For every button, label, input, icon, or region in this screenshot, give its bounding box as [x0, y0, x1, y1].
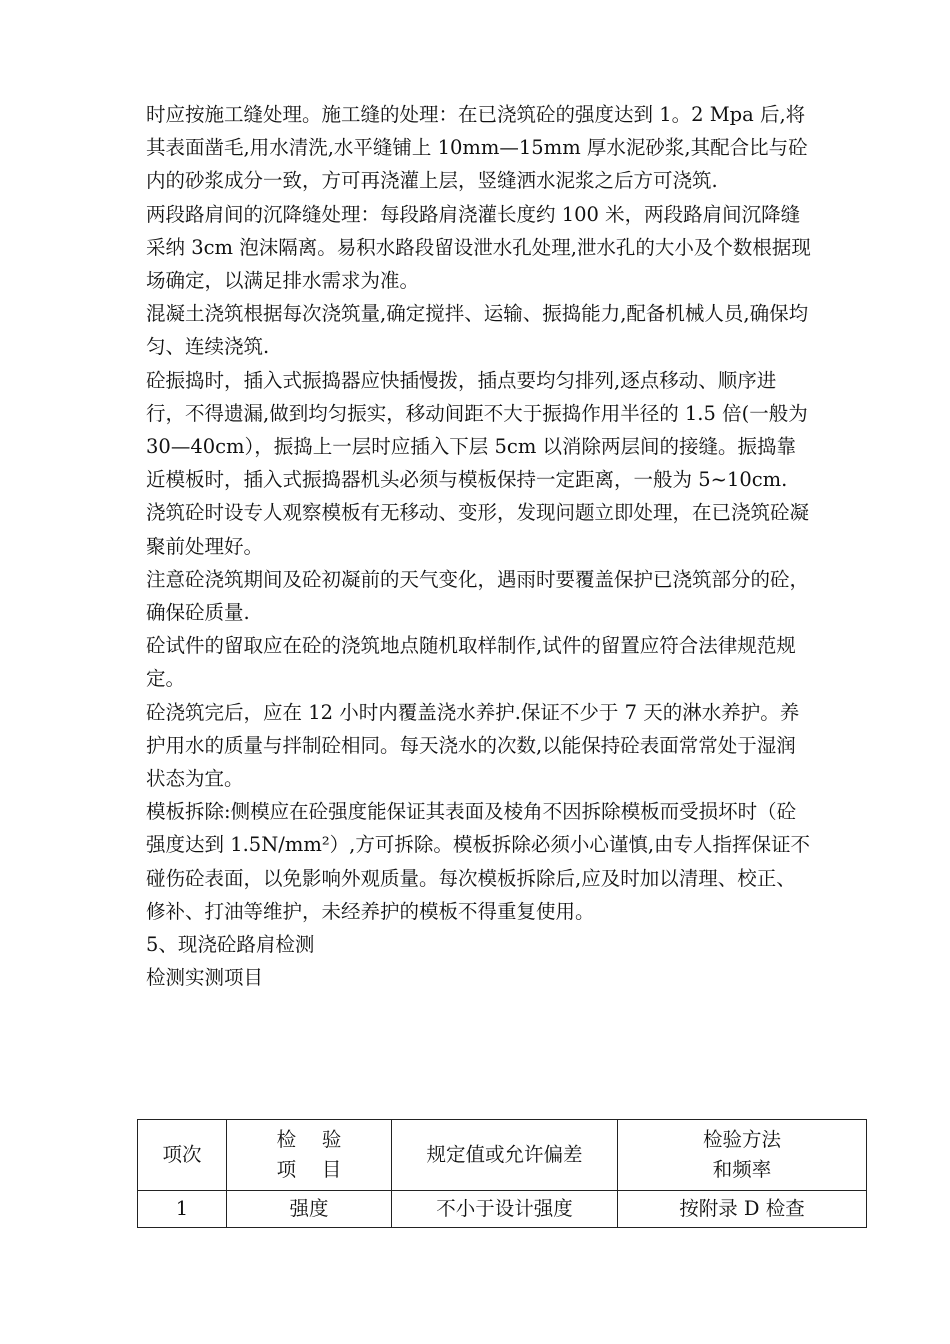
cell-method-frequency: 按附录 D 检查: [618, 1191, 867, 1228]
table-row: [138, 1191, 867, 1228]
header-inspection-item: [227, 1120, 392, 1191]
paragraph-specimens: 砼试件的留取应在砼的浇筑地点随机取样制作,试件的留置应符合法律规范规定。: [146, 634, 796, 691]
header-method-frequency: [618, 1120, 867, 1191]
inspection-table: [137, 1119, 867, 1228]
inspection-table-wrapper: [137, 1119, 866, 1228]
table-caption: 检测实测项目: [146, 966, 264, 990]
paragraph-weather: 注意砼浇筑期间及砼初凝前的天气变化，遇雨时要覆盖保护已浇筑部分的砼，确保砼质量.: [146, 567, 810, 625]
header-specified-value: 规定值或允许偏差: [392, 1120, 618, 1191]
header-method-line1: 检验方法: [702, 1128, 781, 1151]
header-inspection-item-line2: 项 目: [276, 1158, 342, 1181]
paragraph-vibration: 砼振捣时，插入式振捣器应快插慢拨，插点要均匀排列,逐点移动、顺序进行，不得遗漏,做到均匀振实，移动间距不大于振捣作用半径的 1.5 倍(一般为 30—40cm），振捣上一层时应插入下层 5cm 以消除两层间的接缝。振捣靠近模板时，插入式振捣器机头必须与模板保持一定距离，一般为 5~10cm.: [146, 368, 814, 492]
paragraph-formwork-removal: 模板拆除:侧模应在砼强度能保证其表面及棱角不因拆除模板而受损坏时（砼强度达到 1.5N/mm²）,方可拆除。模板拆除必须小心谨慎,由专人指挥保证不碰伤砼表面，以免影响外观质量。每次模板拆除后,应及时加以清理、校正、修补、打油等维护，未经养护的模板不得重复使用。: [146, 800, 811, 923]
paragraph-settlement-joint: 两段路肩间的沉降缝处理：每段路肩浇灌长度约 100 米，两段路肩间沉降缝采纳 3cm 泡沫隔离。易积水路段留设泄水孔处理,泄水孔的大小及个数根据现场确定，以满足排水需求为准。: [146, 202, 811, 293]
cell-inspection-item: 强度: [227, 1191, 392, 1228]
section-heading: 5、现浇砼路肩检测: [146, 933, 315, 957]
header-item-no: 项次: [138, 1120, 227, 1191]
paragraph-curing: 砼浇筑完后，应在 12 小时内覆盖浇水养护.保证不少于 7 天的淋水养护。养护用水的质量与拌制砼相同。每天浇水的次数,以能保持砼表面常常处于湿润状态为宜。: [146, 700, 800, 791]
paragraph-pouring-capacity: 混凝土浇筑根据每次浇筑量,确定搅拌、运输、振捣能力,配备机械人员,确保均匀、连续浇筑.: [146, 302, 809, 359]
paragraph-formwork-observation: 浇筑砼时设专人观察模板有无移动、变形，发现问题立即处理，在已浇筑砼凝聚前处理好。: [146, 501, 810, 558]
document-body: [146, 98, 812, 994]
cell-item-no: 1: [138, 1191, 227, 1228]
table-header-row: [138, 1120, 867, 1191]
paragraph-construction-joint: 时应按施工缝处理。施工缝的处理：在已浇筑砼的强度达到 1。2 Mpa 后,将其表面凿毛,用水清洗,水平缝铺上 10mm—15mm 厚水泥砂浆,其配合比与砼内的砂浆成分一致，方可再浇灌上层，竖缝洒水泥浆之后方可浇筑.: [146, 103, 808, 193]
header-method-line2: 和频率: [712, 1158, 772, 1181]
header-inspection-item-line1: 检 验: [276, 1128, 342, 1151]
cell-specified-value: 不小于设计强度: [392, 1191, 618, 1228]
